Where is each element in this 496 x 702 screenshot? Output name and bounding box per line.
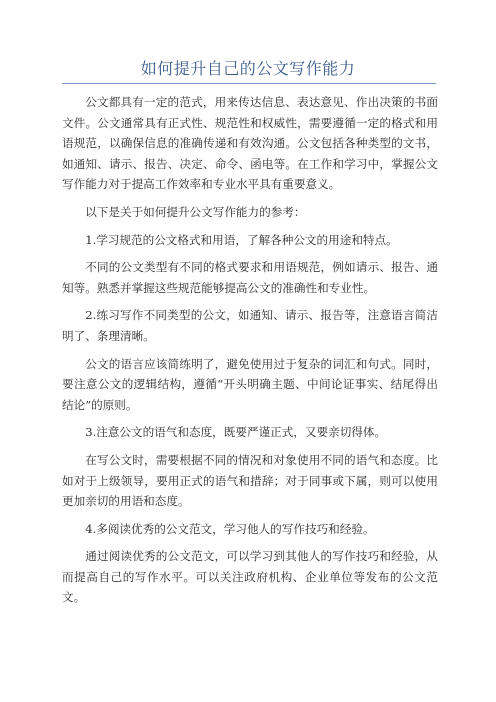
title-divider [62,83,436,84]
point-2-heading: 2.练习写作不同类型的公文，如通知、请示、报告等，注意语言简洁明了、条理清晰。 [62,308,438,343]
paragraph-intro: 公文都具有一定的范式，用来传达信息、表达意见、作出决策的书面文件。公文通常具有正式性、规范性和权威性，需要遵循一定的格式和用语规范，以确保信息的准确传递和有效沟通。公文包括各种类型的文书，如通知、请示、报告、决定、命令、函电等。在工作和学习中，掌握公文写作能力对于提高工作效率和专业水平具有重要意义。 [62,95,438,192]
document-body [62,92,438,615]
document-title: 如何提升自己的公文写作能力 [140,59,356,78]
point-3-detail: 在写公文时，需要根据不同的情况和对象使用不同的语气和态度。比如对于上级领导，要用正式的语气和措辞；对于同事或下属，则可以使用更加亲切的用语和态度。 [62,452,438,509]
point-4-heading: 4.多阅读优秀的公文范文，学习他人的写作技巧和经验。 [85,521,375,536]
point-2-detail: 公文的语言应该简练明了，避免使用过于复杂的词汇和句式。同时，要注意公文的逻辑结构，遵循“开头明确主题、中间论证事实、结尾得出结论”的原则。 [62,356,438,412]
point-1-heading: 1.学习规范的公文格式和用语，了解各种公文的用途和特点。 [85,232,398,247]
point-3-heading: 3.注意公文的语气和态度，既要严谨正式，又要亲切得体。 [85,425,387,440]
point-4-detail: 通过阅读优秀的公文范文，可以学习到其他人的写作技巧和经验，从而提高自己的写作水平。可以关注政府机构、企业单位等发布的公文范文。 [62,549,438,605]
point-1-detail: 不同的公文类型有不同的格式要求和用语规范，例如请示、报告、通知等。熟悉并掌握这些规范能够提高公文的准确性和专业性。 [62,260,438,295]
paragraph-lead: 以下是关于如何提升公文写作能力的参考： [85,204,306,219]
